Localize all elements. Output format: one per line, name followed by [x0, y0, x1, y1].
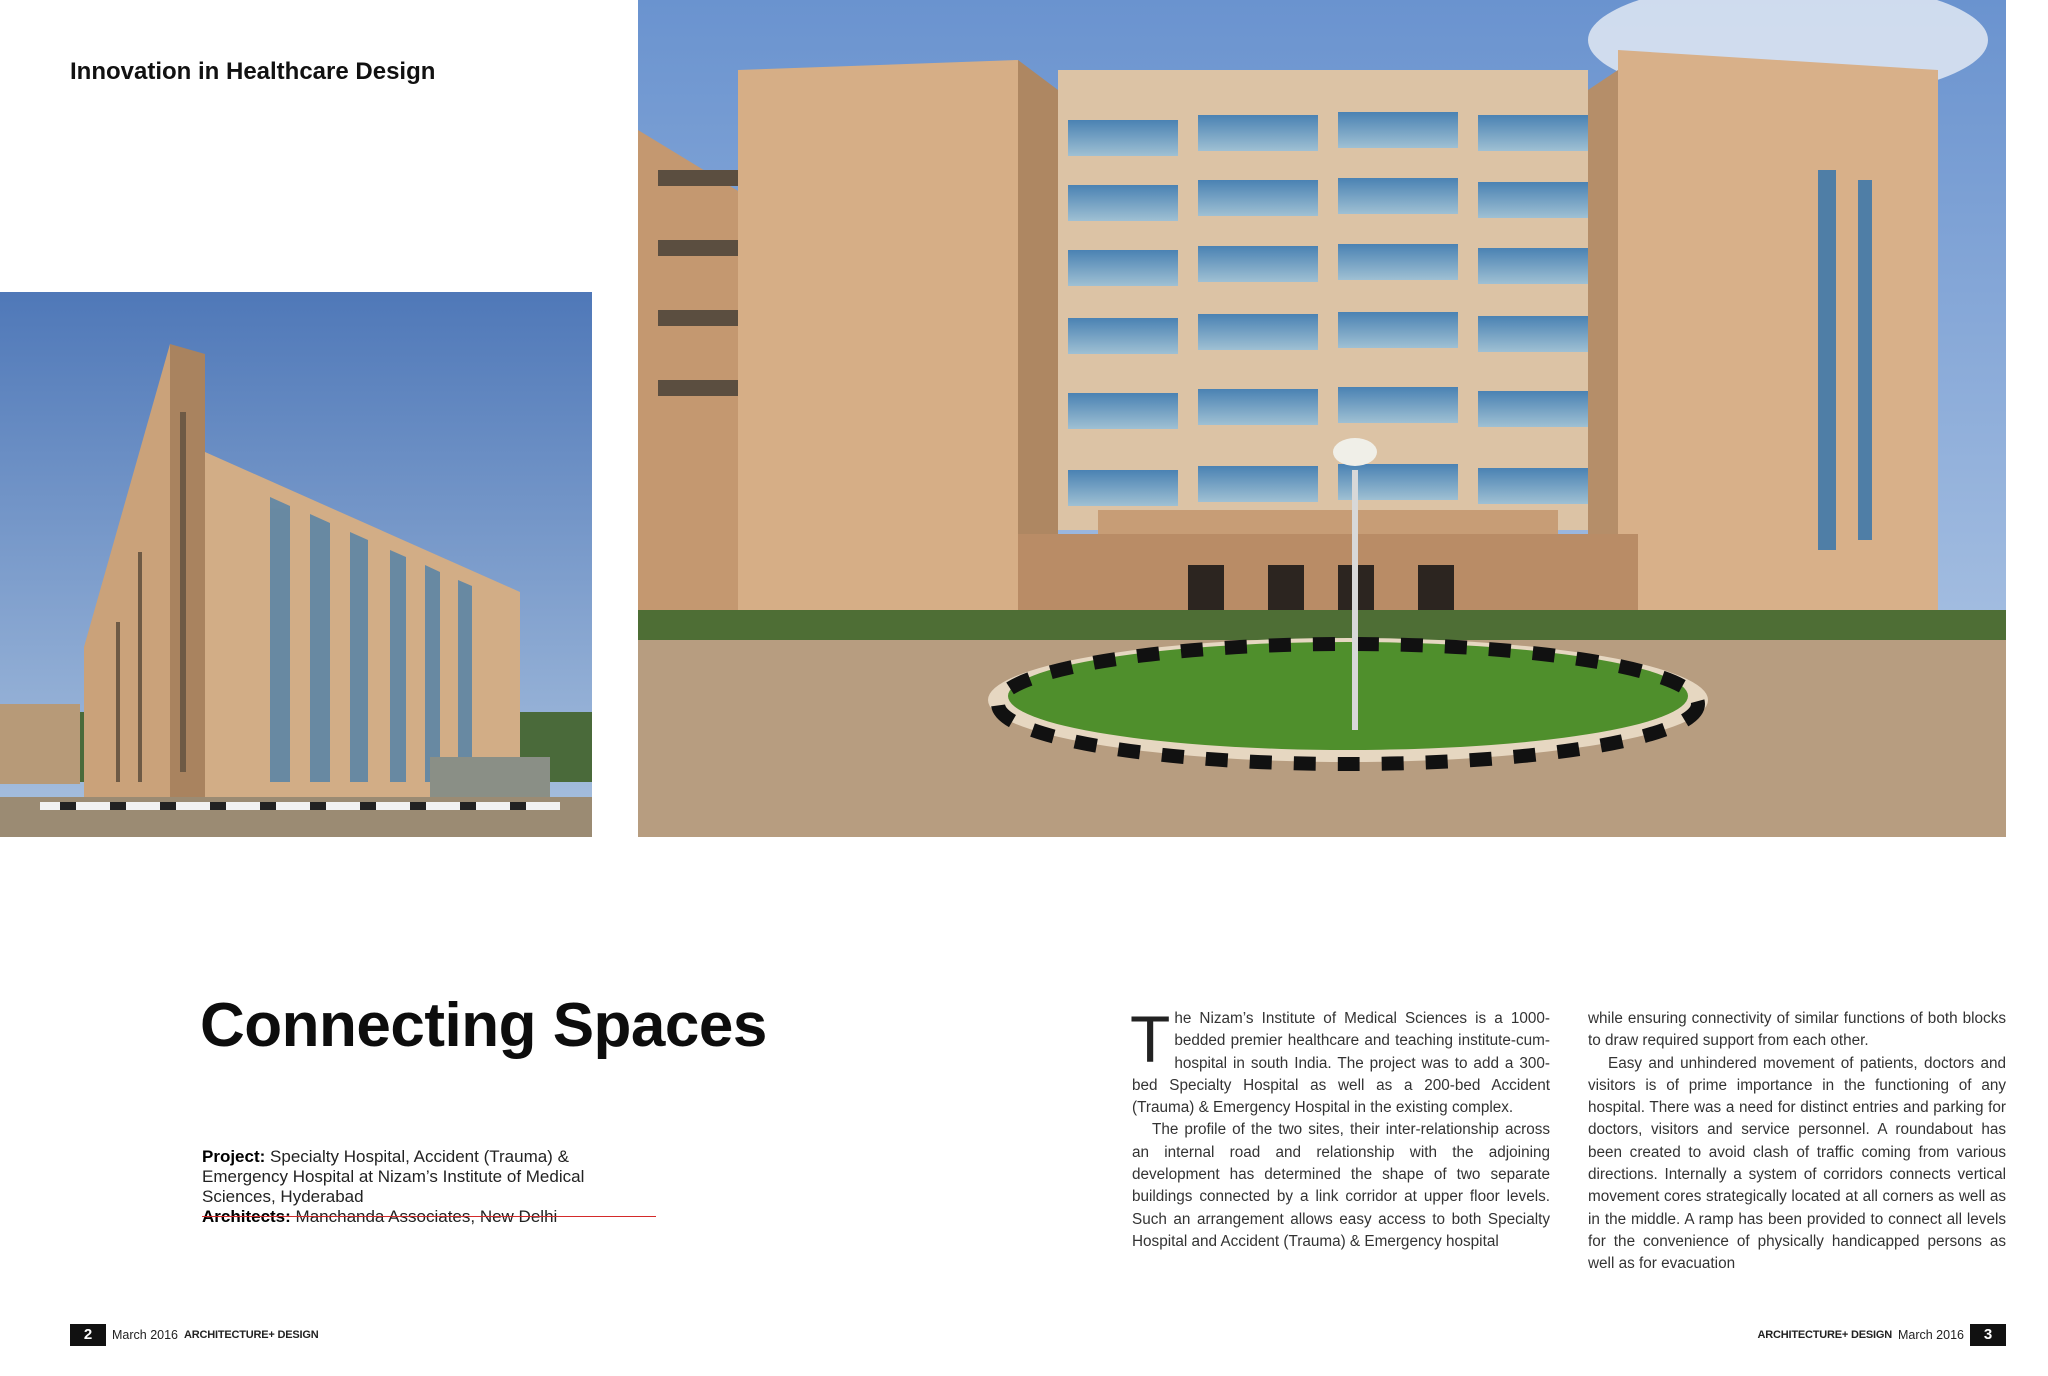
magazine-name-left: ARCHITECTURE+ DESIGN	[184, 1329, 319, 1341]
paragraph-2-continued: while ensuring connectivity of similar functions of both blocks to draw required support from each other.	[1588, 1010, 2006, 1050]
project-credits	[202, 1147, 658, 1227]
hospital-front-photo	[638, 0, 2006, 837]
drop-cap: T	[1130, 1002, 1171, 1076]
footer-right	[1758, 1324, 2006, 1346]
footer-date-right: March 2016	[1897, 1328, 1964, 1342]
page-number-left: 2	[70, 1324, 106, 1346]
paragraph-1-text: he Nizam’s Institute of Medical Sciences is a 1000-bedded premier healthcare and teaching institute-cum-hospital in south India. The project was to add a 300-bed Specialty Hospital as well as a 200-bed Accident (Trauma) & Emergency Hospital in the existing complex.	[1132, 1010, 1550, 1117]
footer-date-left: March 2016	[112, 1328, 179, 1342]
footer-left	[70, 1324, 318, 1346]
paragraph-3: Easy and unhindered movement of patients, doctors and visitors is of prime importance in the functioning of any hospital. There was a need for distinct entries and parking for doctors, visitors and service personnel. A roundabout has been created to avoid clash of traffic coming from various directions. Internally a system of corridors connects vertical movement cores strategically located at all corners as well as in the middle. A ramp has been provided to connect all levels for the convenience of physically handicapped persons as well as for evacuation	[1588, 1054, 2006, 1273]
page-number-right: 3	[1970, 1324, 2006, 1346]
project-label: Project:	[202, 1147, 266, 1166]
architects-label: Architects:	[202, 1207, 291, 1226]
section-label: Innovation in Healthcare Design	[70, 58, 436, 85]
paragraph-2: The profile of the two sites, their inter-relationship across an internal road and relationship with the adjoining development has determined the shape of two separate buildings connected by a link corridor at upper floor levels. Such an arrangement allows easy access to both Specialty Hospital and Accident (Trauma) & Emergency hospital	[1132, 1121, 1550, 1250]
magazine-name-right: ARCHITECTURE+ DESIGN	[1757, 1329, 1892, 1341]
body-column-2	[1588, 1008, 2006, 1276]
credit-divider	[202, 1216, 656, 1217]
paragraph-1	[1130, 1002, 1550, 1119]
architects-value: Manchanda Associates, New Delhi	[295, 1207, 558, 1226]
project-value: Specialty Hospital, Accident (Trauma) & Emergency Hospital at Nizam’s Institute of Medical Sciences, Hyderabad	[202, 1147, 585, 1206]
hospital-side-photo	[0, 292, 592, 837]
body-column-1	[1130, 1002, 1550, 1253]
article-title: Connecting Spaces	[200, 991, 767, 1060]
